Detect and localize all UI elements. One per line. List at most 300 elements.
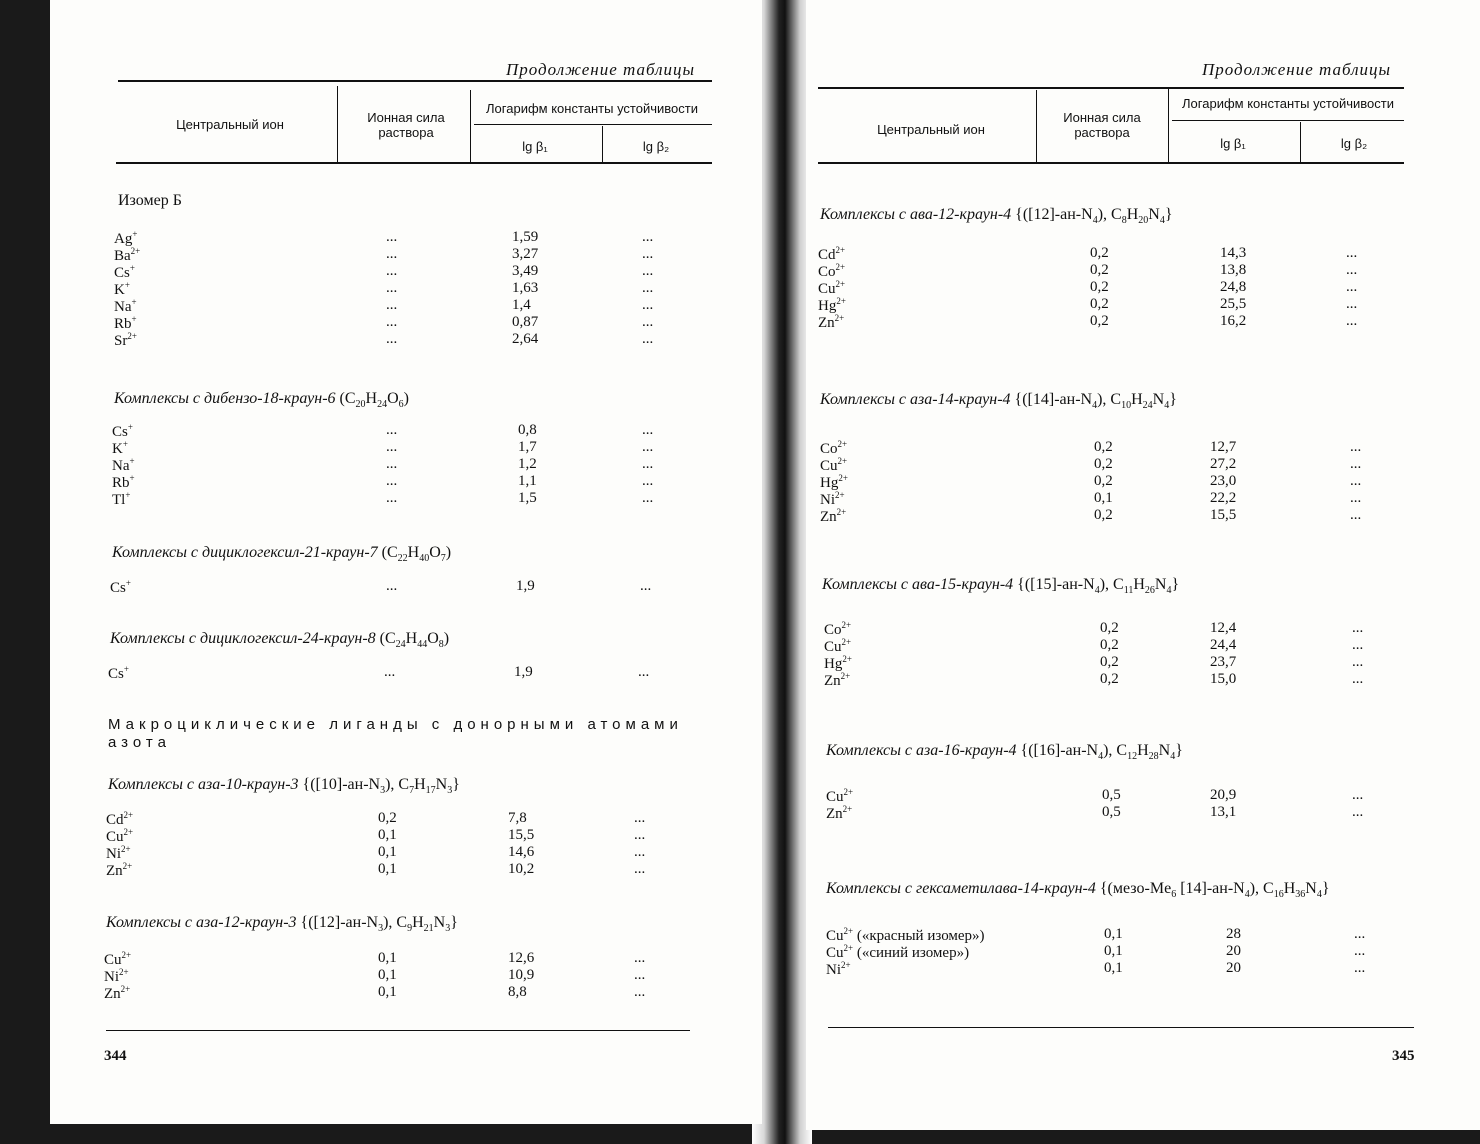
ion-charge: 2+ bbox=[838, 473, 848, 483]
lg-beta1-cell: 1,9 bbox=[514, 664, 533, 680]
table-header-rule bbox=[116, 162, 712, 164]
lg-beta2-cell: ... bbox=[640, 578, 652, 594]
ion-symbol: Zn bbox=[820, 509, 837, 525]
ionic-strength-cell: ... bbox=[386, 578, 398, 594]
section-formula: {$([10]-ан-N_3)$, $C_7H_{17}N_3$} bbox=[302, 776, 460, 797]
lg-beta1-cell: 1,7 bbox=[518, 439, 537, 455]
ion-charge: 2+ bbox=[119, 967, 129, 977]
lg-beta1-cell: 15,5 bbox=[508, 827, 535, 843]
lg-beta2-cell: ... bbox=[642, 473, 654, 489]
ion-symbol: Co bbox=[818, 264, 836, 280]
ionic-strength-cell: 0,1 bbox=[378, 984, 397, 1000]
ion-symbol: Na bbox=[114, 299, 132, 315]
ionic-strength-cell: 0,2 bbox=[1100, 654, 1119, 670]
table-row bbox=[806, 926, 1466, 943]
ion-symbol: Cd bbox=[106, 812, 124, 828]
data-rows bbox=[806, 439, 1466, 524]
lg-beta1-cell: 23,0 bbox=[1210, 473, 1237, 489]
table-row bbox=[50, 473, 750, 490]
table-row bbox=[806, 279, 1466, 296]
lg-beta2-cell: ... bbox=[634, 827, 646, 843]
ion-charge: 2+ bbox=[130, 246, 141, 256]
ion-symbol: Sr bbox=[114, 333, 128, 349]
data-rows bbox=[50, 810, 750, 878]
ion-charge: + bbox=[131, 297, 137, 307]
section-title-aza12-4: Комплексы с ава-12-краун-4 {$([12]-ан-N_4)$, $C_8H_{20}N_4$} bbox=[820, 206, 1173, 227]
ion-charge: 2+ bbox=[121, 844, 131, 854]
lg-beta2-cell: ... bbox=[642, 246, 654, 262]
ion-charge: 2+ bbox=[837, 456, 848, 466]
ion-symbol: Cu bbox=[820, 458, 838, 474]
col-header-b1-right: lg β₁ bbox=[1220, 136, 1246, 151]
section-formula: {$([15]-ан-N_4)$, $C_{11}H_{26}N_4$} bbox=[1017, 576, 1180, 597]
ionic-strength-cell: ... bbox=[386, 422, 398, 438]
ion-symbol: Cu bbox=[106, 829, 124, 845]
ion-charge: + bbox=[129, 263, 135, 273]
table-row bbox=[50, 984, 750, 1001]
ionic-strength-cell: 0,1 bbox=[1094, 490, 1113, 506]
lg-beta1-cell: 20 bbox=[1226, 943, 1241, 959]
data-rows bbox=[50, 950, 750, 1001]
lg-beta2-cell: ... bbox=[634, 950, 646, 966]
ionic-strength-cell: 0,1 bbox=[378, 950, 397, 966]
ion-charge: + bbox=[125, 578, 131, 588]
ion-symbol: Zn bbox=[104, 986, 121, 1002]
lg-beta1-cell: 27,2 bbox=[1210, 456, 1237, 472]
lg-beta2-cell: ... bbox=[642, 439, 654, 455]
ion-symbol: Hg bbox=[824, 656, 843, 672]
table-row bbox=[50, 844, 750, 861]
ionic-strength-cell: 0,2 bbox=[1090, 313, 1109, 329]
lg-beta1-cell: 1,59 bbox=[512, 229, 539, 245]
ionic-strength-cell: 0,1 bbox=[378, 827, 397, 843]
lg-beta2-cell: ... bbox=[642, 297, 654, 313]
table-row bbox=[50, 490, 750, 507]
ionic-strength-cell: ... bbox=[386, 456, 398, 472]
ion-symbol: Zn bbox=[826, 806, 843, 822]
lg-beta1-cell: 2,64 bbox=[512, 331, 539, 347]
lg-beta2-cell: ... bbox=[1352, 637, 1364, 653]
lg-beta2-cell: ... bbox=[1346, 313, 1358, 329]
ion-symbol: Cs bbox=[112, 424, 128, 440]
table-row bbox=[50, 297, 750, 314]
lg-beta2-cell: ... bbox=[642, 280, 654, 296]
ion-charge: 2+ bbox=[123, 810, 134, 820]
table-row bbox=[806, 637, 1466, 654]
ion-charge: 2+ bbox=[123, 827, 134, 837]
ion-cell bbox=[818, 313, 844, 332]
section-title-aza16-4: Комплексы с аза-16-краун-4 {$([16]-ан-N_4)$, $C_{12}H_{28}N_4$} bbox=[826, 742, 1183, 763]
ion-charge: 2+ bbox=[835, 279, 846, 289]
table-row bbox=[806, 313, 1466, 330]
section-formula: $(C_{22}H_{40}O_7)$ bbox=[381, 544, 452, 565]
data-rows bbox=[806, 787, 1466, 821]
ion-charge: 2+ bbox=[836, 507, 847, 517]
ion-charge: 2+ bbox=[837, 439, 848, 449]
ion-symbol: Ni bbox=[104, 969, 119, 985]
lg-beta2-cell: ... bbox=[642, 490, 654, 506]
ion-cell bbox=[112, 490, 130, 509]
col-header-b2-right: lg β₂ bbox=[1340, 136, 1368, 151]
ion-symbol: K bbox=[114, 282, 125, 298]
table-row bbox=[806, 943, 1466, 960]
ion-symbol: Ba bbox=[114, 248, 131, 264]
data-rows bbox=[50, 578, 750, 595]
ionic-strength-cell: ... bbox=[386, 490, 398, 506]
ion-symbol: Co bbox=[824, 622, 842, 638]
ion-charge: 2+ bbox=[835, 262, 846, 272]
ion-charge: 2+ bbox=[842, 804, 853, 814]
ionic-strength-cell: ... bbox=[386, 280, 398, 296]
ionic-strength-cell: 0,2 bbox=[1094, 473, 1113, 489]
table-row bbox=[50, 578, 750, 595]
table-top-rule bbox=[118, 80, 712, 82]
section-title-aza12-3: Комплексы с аза-12-краун-3 {$([12]-ан-N_3)$, $C_9H_{21}N_3$} bbox=[106, 914, 458, 935]
lg-beta2-cell: ... bbox=[1354, 943, 1366, 959]
ion-symbol: Cu bbox=[826, 928, 844, 944]
section-title-dibenzo: Комплексы с дибензо-18-краун-6 $(C_{20}H_{24}O_6)$ bbox=[114, 390, 409, 411]
ion-cell bbox=[820, 507, 846, 526]
ion-charge: 2+ bbox=[836, 296, 846, 306]
ionic-strength-cell: ... bbox=[386, 229, 398, 245]
lg-beta2-cell: ... bbox=[642, 422, 654, 438]
lg-beta2-cell: ... bbox=[634, 844, 646, 860]
ion-cell bbox=[104, 984, 130, 1003]
lg-beta1-cell: 1,2 bbox=[518, 456, 537, 472]
lg-beta2-cell: ... bbox=[634, 861, 646, 877]
ion-symbol: Ni bbox=[826, 962, 841, 978]
lg-beta1-cell: 14,6 bbox=[508, 844, 535, 860]
table-row bbox=[50, 439, 750, 456]
table-row bbox=[50, 229, 750, 246]
lg-beta1-cell: 10,2 bbox=[508, 861, 535, 877]
page-number-344: 344 bbox=[104, 1048, 127, 1064]
section-title-aza14-4: Комплексы с аза-14-краун-4 {$([14]-ан-N_4)$, $C_{10}H_{24}N_4$} bbox=[820, 391, 1177, 412]
lg-beta1-cell: 1,9 bbox=[516, 578, 535, 594]
lg-beta1-cell: 24,8 bbox=[1220, 279, 1247, 295]
table-row bbox=[50, 422, 750, 439]
lg-beta2-cell: ... bbox=[1352, 654, 1364, 670]
lg-beta2-cell: ... bbox=[1350, 507, 1362, 523]
lg-beta2-cell: ... bbox=[1354, 926, 1366, 942]
ionic-strength-cell: 0,2 bbox=[378, 810, 397, 826]
col-header-b2: lg β₂ bbox=[642, 139, 670, 154]
ion-charge: + bbox=[125, 490, 131, 500]
lg-beta2-cell: ... bbox=[1350, 490, 1362, 506]
ionic-strength-cell: ... bbox=[386, 439, 398, 455]
ionic-strength-cell: 0,2 bbox=[1090, 262, 1109, 278]
section-formula: {$([14]-ан-N_4)$, $C_{10}H_{24}N_4$} bbox=[1014, 391, 1177, 412]
ion-note: («красный изомер») bbox=[853, 928, 985, 944]
table-row bbox=[806, 804, 1466, 821]
lg-beta1-cell: 7,8 bbox=[508, 810, 527, 826]
lg-beta1-cell: 8,8 bbox=[508, 984, 527, 1000]
ion-charge: + bbox=[122, 439, 128, 449]
col-header-ion-right: Центральный ион bbox=[877, 122, 985, 137]
lg-beta2-cell: ... bbox=[1346, 262, 1358, 278]
macrocycle-heading: Макроциклические лиганды с донорными атомами азота bbox=[108, 716, 683, 751]
ionic-strength-cell: 0,2 bbox=[1094, 507, 1113, 523]
ion-charge: 2+ bbox=[840, 671, 851, 681]
col-header-strength-right: Ионная сила раствора bbox=[1063, 110, 1141, 140]
ion-charge: 2+ bbox=[122, 861, 133, 871]
page-bottom-rule bbox=[106, 1030, 690, 1031]
table-row bbox=[50, 827, 750, 844]
lg-beta2-cell: ... bbox=[634, 967, 646, 983]
ion-symbol: Hg bbox=[818, 298, 837, 314]
ionic-strength-cell: 0,2 bbox=[1094, 456, 1113, 472]
lg-beta1-cell: 15,0 bbox=[1210, 671, 1237, 687]
ion-charge: 2+ bbox=[841, 960, 851, 970]
section-title-hexamethyl: Комплексы с гексаметилава-14-краун-4 {($мезо-Me_6$ $[14]-ан-N_4$), $C_{16}H_{36}N_4$} bbox=[826, 880, 1330, 901]
ion-charge: + bbox=[124, 280, 130, 290]
ion-charge: 2+ bbox=[841, 637, 852, 647]
table-row bbox=[50, 263, 750, 280]
col-header-b1: lg β₁ bbox=[522, 139, 548, 154]
lg-beta1-cell: 10,9 bbox=[508, 967, 535, 983]
col-header-logk-right: Логарифм константы устойчивости bbox=[1182, 96, 1394, 111]
ionic-strength-cell: 0,2 bbox=[1100, 637, 1119, 653]
lg-beta2-cell: ... bbox=[634, 984, 646, 1000]
ion-charge: + bbox=[129, 473, 135, 483]
section-formula: {$([12]-ан-N_3)$, $C_9H_{21}N_3$} bbox=[300, 914, 458, 935]
ionic-strength-cell: 0,1 bbox=[378, 861, 397, 877]
ionic-strength-cell: 0,2 bbox=[1090, 296, 1109, 312]
ion-symbol: Cs bbox=[108, 666, 124, 682]
ionic-strength-cell: ... bbox=[384, 664, 396, 680]
ionic-strength-cell: ... bbox=[386, 297, 398, 313]
lg-beta1-cell: 1,63 bbox=[512, 280, 539, 296]
table-row bbox=[50, 950, 750, 967]
lg-beta2-cell: ... bbox=[1346, 279, 1358, 295]
ion-note: («синий изомер») bbox=[853, 945, 970, 961]
section-title-aza10: Комплексы с аза-10-краун-3 {$([10]-ан-N_3)$, $C_7H_{17}N_3$} bbox=[108, 776, 460, 797]
lg-beta1-cell: 12,4 bbox=[1210, 620, 1237, 636]
lg-beta1-cell: 12,7 bbox=[1210, 439, 1237, 455]
lg-beta1-cell: 1,4 bbox=[512, 297, 531, 313]
ion-symbol: Cu bbox=[104, 952, 122, 968]
lg-beta1-cell: 28 bbox=[1226, 926, 1241, 942]
lg-beta1-cell: 23,7 bbox=[1210, 654, 1237, 670]
lg-beta2-cell: ... bbox=[638, 664, 650, 680]
ion-symbol: K bbox=[112, 441, 123, 457]
ion-cell bbox=[106, 861, 132, 880]
table-row bbox=[50, 967, 750, 984]
lg-beta2-cell: ... bbox=[1346, 245, 1358, 261]
ionic-strength-cell: 0,5 bbox=[1102, 804, 1121, 820]
ion-charge: 2+ bbox=[127, 331, 137, 341]
ion-symbol: Rb bbox=[114, 316, 132, 332]
ion-cell bbox=[114, 331, 137, 350]
lg-beta2-cell: ... bbox=[1350, 456, 1362, 472]
table-row bbox=[50, 810, 750, 827]
lg-beta2-cell: ... bbox=[1352, 787, 1364, 803]
lg-beta2-cell: ... bbox=[1352, 620, 1364, 636]
lg-beta1-cell: 1,1 bbox=[518, 473, 537, 489]
table-row bbox=[806, 671, 1466, 688]
lg-beta1-cell: 3,49 bbox=[512, 263, 539, 279]
section-formula: {$([12]-ан-N_4)$, $C_8H_{20}N_4$} bbox=[1015, 206, 1173, 227]
page-bottom-rule-right bbox=[828, 1027, 1414, 1028]
data-rows bbox=[50, 664, 750, 681]
lg-beta1-cell: 25,5 bbox=[1220, 296, 1247, 312]
ionic-strength-cell: 0,2 bbox=[1094, 439, 1113, 455]
page-344 bbox=[50, 0, 762, 1124]
ion-charge: 2+ bbox=[843, 787, 854, 797]
ion-charge: + bbox=[131, 314, 137, 324]
table-row bbox=[50, 664, 750, 681]
section-title-isomer: Изомер Б bbox=[118, 192, 182, 209]
table-row bbox=[50, 456, 750, 473]
lg-beta2-cell: ... bbox=[1346, 296, 1358, 312]
ionic-strength-cell: 0,1 bbox=[378, 967, 397, 983]
ionic-strength-cell: ... bbox=[386, 246, 398, 262]
ion-symbol: Ni bbox=[106, 846, 121, 862]
table-row bbox=[806, 296, 1466, 313]
lg-beta2-cell: ... bbox=[634, 810, 646, 826]
lg-beta1-cell: 0,87 bbox=[512, 314, 539, 330]
col-header-strength: Ионная сила раствора bbox=[367, 110, 445, 140]
lg-beta1-cell: 13,1 bbox=[1210, 804, 1237, 820]
lg-beta1-cell: 15,5 bbox=[1210, 507, 1237, 523]
table-header-rule-right bbox=[818, 162, 1404, 164]
ion-cell bbox=[826, 960, 851, 979]
table-row bbox=[806, 654, 1466, 671]
lg-beta2-cell: ... bbox=[1352, 804, 1364, 820]
lg-beta2-cell: ... bbox=[642, 229, 654, 245]
table-row bbox=[806, 960, 1466, 977]
ion-charge: 2+ bbox=[835, 490, 845, 500]
page-345 bbox=[806, 0, 1480, 1130]
ion-cell bbox=[824, 671, 850, 690]
table-row bbox=[806, 473, 1466, 490]
data-rows bbox=[806, 620, 1466, 688]
ionic-strength-cell: 0,5 bbox=[1102, 787, 1121, 803]
ion-cell bbox=[110, 578, 131, 597]
ion-symbol: Cu bbox=[826, 789, 844, 805]
section-title-dicyclo24: Комплексы с дициклогексил-24-краун-8 $(C_{24}H_{44}O_8)$ bbox=[110, 630, 450, 651]
ion-symbol: Co bbox=[820, 441, 838, 457]
ion-symbol: Zn bbox=[824, 673, 841, 689]
data-rows bbox=[806, 245, 1466, 330]
page-number-345: 345 bbox=[1392, 1048, 1415, 1064]
table-row bbox=[806, 262, 1466, 279]
ion-charge: + bbox=[123, 664, 129, 674]
section-formula: {($мезо-Me_6$ $[14]-ан-N_4$), $C_{16}H_{36}N_4$} bbox=[1099, 880, 1330, 901]
ionic-strength-cell: ... bbox=[386, 331, 398, 347]
data-rows bbox=[50, 229, 750, 348]
table-row bbox=[50, 314, 750, 331]
ion-symbol: Cu bbox=[826, 945, 844, 961]
ion-symbol: Rb bbox=[112, 475, 130, 491]
data-rows bbox=[50, 422, 750, 507]
lg-beta1-cell: 13,8 bbox=[1220, 262, 1247, 278]
lg-beta2-cell: ... bbox=[1350, 473, 1362, 489]
ionic-strength-cell: 0,1 bbox=[1104, 926, 1123, 942]
ion-cell bbox=[108, 664, 129, 683]
ion-symbol: Cd bbox=[818, 247, 836, 263]
lg-beta1-cell: 14,3 bbox=[1220, 245, 1247, 261]
ion-symbol: Cu bbox=[824, 639, 842, 655]
table-row bbox=[806, 620, 1466, 637]
section-formula: $(C_{20}H_{24}O_6)$ bbox=[339, 390, 409, 411]
table-row bbox=[50, 280, 750, 297]
lg-beta2-cell: ... bbox=[642, 314, 654, 330]
ion-charge: 2+ bbox=[843, 926, 854, 936]
lg-beta2-cell: ... bbox=[1354, 960, 1366, 976]
continuation-label-right: Продолжение таблицы bbox=[1202, 60, 1392, 79]
lg-beta2-cell: ... bbox=[1352, 671, 1364, 687]
table-row bbox=[806, 245, 1466, 262]
ionic-strength-cell: 0,2 bbox=[1090, 245, 1109, 261]
ion-charge: 2+ bbox=[120, 984, 131, 994]
ionic-strength-cell: 0,1 bbox=[1104, 960, 1123, 976]
data-rows bbox=[806, 926, 1466, 977]
lg-beta1-cell: 24,4 bbox=[1210, 637, 1237, 653]
lg-beta1-cell: 0,8 bbox=[518, 422, 537, 438]
table-row bbox=[50, 861, 750, 878]
table-row bbox=[806, 787, 1466, 804]
lg-beta2-cell: ... bbox=[1350, 439, 1362, 455]
col-header-logk: Логарифм константы устойчивости bbox=[486, 101, 698, 116]
ion-symbol: Cu bbox=[818, 281, 836, 297]
ion-charge: 2+ bbox=[843, 943, 854, 953]
section-formula: {$([16]-ан-N_4)$, $C_{12}H_{28}N_4$} bbox=[1020, 742, 1183, 763]
lg-beta1-cell: 20 bbox=[1226, 960, 1241, 976]
ionic-strength-cell: 0,1 bbox=[378, 844, 397, 860]
table-row bbox=[50, 331, 750, 348]
ionic-strength-cell: 0,2 bbox=[1100, 671, 1119, 687]
section-title-dicyclo21: Комплексы с дициклогексил-21-краун-7 $(C_{22}H_{40}O_7)$ bbox=[112, 544, 452, 565]
ion-symbol: Hg bbox=[820, 475, 839, 491]
continuation-label: Продолжение таблицы bbox=[506, 60, 696, 79]
lg-beta2-cell: ... bbox=[642, 456, 654, 472]
table-row bbox=[806, 456, 1466, 473]
table-row bbox=[806, 439, 1466, 456]
ion-symbol: Cs bbox=[114, 265, 130, 281]
section-title-aza15-4: Комплексы с ава-15-краун-4 {$([15]-ан-N_4)$, $C_{11}H_{26}N_4$} bbox=[822, 576, 1180, 597]
ion-charge: 2+ bbox=[842, 654, 852, 664]
ion-charge: + bbox=[127, 422, 133, 432]
lg-beta1-cell: 3,27 bbox=[512, 246, 539, 262]
lg-beta2-cell: ... bbox=[642, 263, 654, 279]
ionic-strength-cell: 0,1 bbox=[1104, 943, 1123, 959]
ion-symbol: Na bbox=[112, 458, 130, 474]
lg-beta1-cell: 12,6 bbox=[508, 950, 535, 966]
lg-beta1-cell: 20,9 bbox=[1210, 787, 1237, 803]
ionic-strength-cell: ... bbox=[386, 473, 398, 489]
ionic-strength-cell: 0,2 bbox=[1090, 279, 1109, 295]
ion-symbol: Ag bbox=[114, 231, 133, 247]
ion-charge: 2+ bbox=[841, 620, 852, 630]
lg-beta1-cell: 22,2 bbox=[1210, 490, 1237, 506]
col-header-ion: Центральный ион bbox=[176, 117, 284, 132]
ion-charge: + bbox=[129, 456, 135, 466]
ion-symbol: Tl bbox=[112, 492, 126, 508]
ion-charge: + bbox=[132, 229, 138, 239]
ion-charge: 2+ bbox=[834, 313, 845, 323]
ionic-strength-cell: 0,2 bbox=[1100, 620, 1119, 636]
table-row bbox=[806, 507, 1466, 524]
table-top-rule-right bbox=[818, 87, 1404, 89]
ionic-strength-cell: ... bbox=[386, 263, 398, 279]
lg-beta2-cell: ... bbox=[642, 331, 654, 347]
section-formula: $(C_{24}H_{44}O_8)$ bbox=[379, 630, 450, 651]
ionic-strength-cell: ... bbox=[386, 314, 398, 330]
ion-symbol: Ni bbox=[820, 492, 835, 508]
ion-symbol: Cs bbox=[110, 580, 126, 596]
lg-beta1-cell: 1,5 bbox=[518, 490, 537, 506]
